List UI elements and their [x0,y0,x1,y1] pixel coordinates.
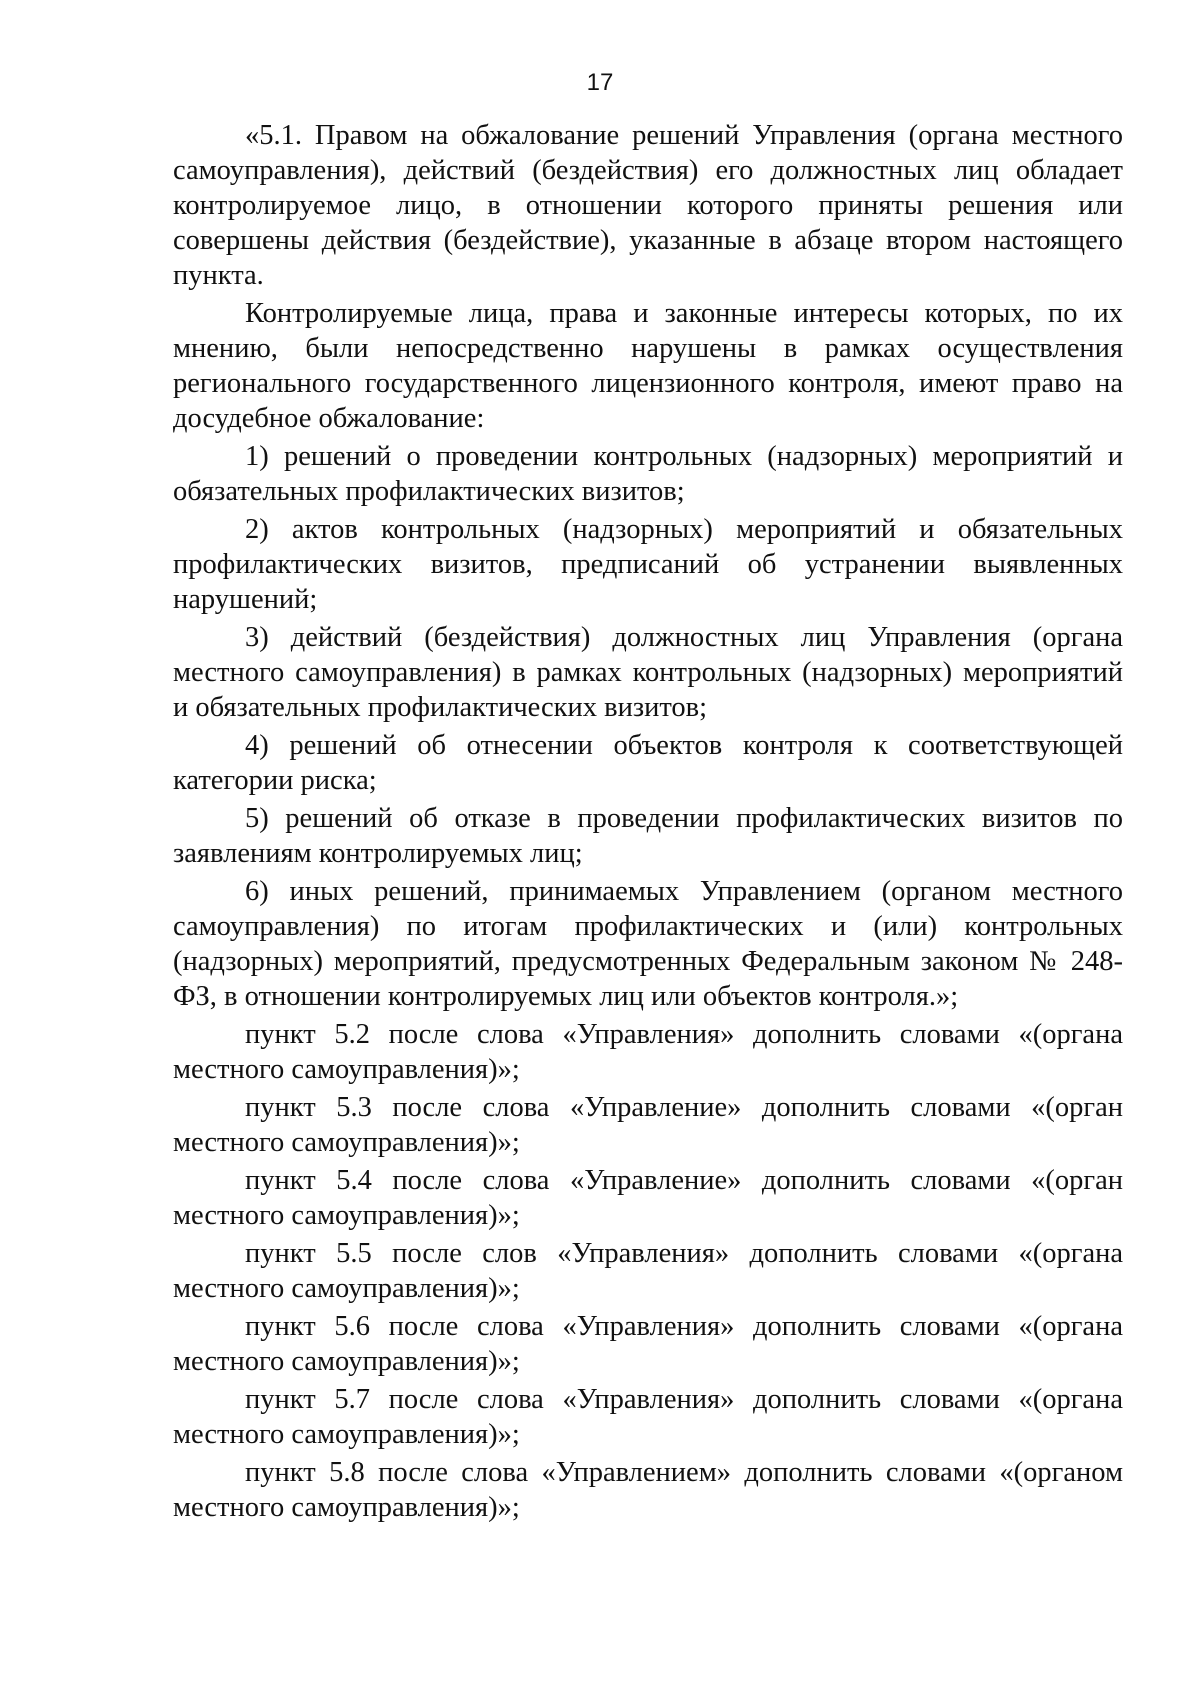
list-item-6: 6) иных решений, принимаемых Управлением (органом местного самоуправления) по итогам профилактических и (или) контрольных (надзорных) мероприятий, предусмотренных Федеральным законом № 248-ФЗ, в отношении контролируемых лиц или объектов контроля.»; [173,876,1123,1012]
list-item-1: 1) решений о проведении контрольных (надзорных) мероприятий и обязательных профилактических визитов; [173,441,1123,507]
document-body [173,118,1123,1528]
amendment-5-2: пункт 5.2 после слова «Управления» дополнить словами «(органа местного самоуправления)»; [173,1019,1123,1085]
list-item-4: 4) решений об отнесении объектов контроля к соответствующей категории риска; [173,730,1123,796]
list-item-2: 2) актов контрольных (надзорных) мероприятий и обязательных профилактических визитов, предписаний об устранении выявленных нарушений; [173,514,1123,615]
paragraph-controlled-persons: Контролируемые лица, права и законные интересы которых, по их мнению, были непосредственно нарушены в рамках осуществления регионального государственного лицензионного контроля, имеют право на досудебное обжалование: [173,298,1123,434]
paragraph-5-1-right-to-appeal: «5.1. Правом на обжалование решений Управления (органа местного самоуправления), действий (бездействия) его должностных лиц обладает контролируемое лицо, в отношении которого приняты решения или совершены действия (бездействие), указанные в абзаце втором настоящего пункта. [173,120,1123,291]
list-item-3: 3) действий (бездействия) должностных лиц Управления (органа местного самоуправления) в рамках контрольных (надзорных) мероприятий и обязательных профилактических визитов; [173,622,1123,723]
amendment-5-6: пункт 5.6 после слова «Управления» дополнить словами «(органа местного самоуправления)»; [173,1311,1123,1377]
amendment-5-8: пункт 5.8 после слова «Управлением» дополнить словами «(органом местного самоуправления)»; [173,1457,1123,1523]
page-number: 17 [586,69,614,96]
amendment-5-5: пункт 5.5 после слов «Управления» дополнить словами «(органа местного самоуправления)»; [173,1238,1123,1304]
amendment-5-4: пункт 5.4 после слова «Управление» дополнить словами «(орган местного самоуправления)»; [173,1165,1123,1231]
amendment-5-3: пункт 5.3 после слова «Управление» дополнить словами «(орган местного самоуправления)»; [173,1092,1123,1158]
amendment-5-7: пункт 5.7 после слова «Управления» дополнить словами «(органа местного самоуправления)»; [173,1384,1123,1450]
list-item-5: 5) решений об отказе в проведении профилактических визитов по заявлениям контролируемых лиц; [173,803,1123,869]
